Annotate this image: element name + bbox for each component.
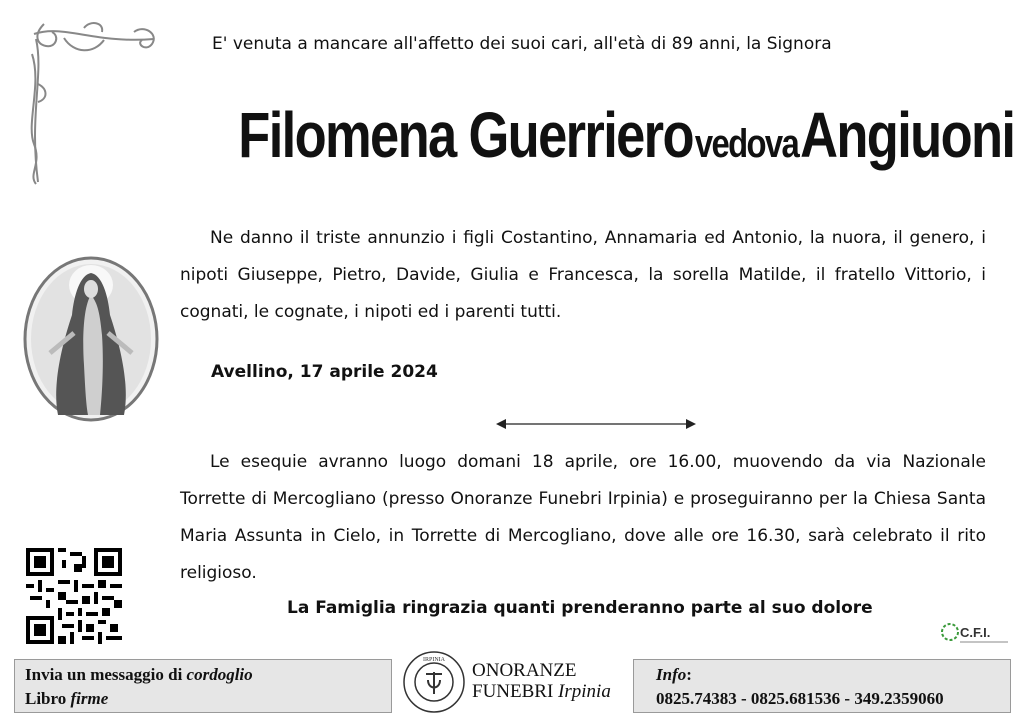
company-line2-wrap (472, 681, 611, 702)
intro-text: E' venuta a mancare all'affetto dei suoi cari, all'età di 89 anni, la Signora (212, 34, 832, 54)
company-line1: ONORANZE (472, 660, 577, 681)
name-middle: vedova (694, 122, 799, 166)
message-word: cordoglio (186, 665, 253, 684)
madonna-image-icon (22, 255, 160, 423)
info-label-wrap: Info: (656, 665, 692, 684)
phone-numbers[interactable]: 0825.74383 - 0825.681536 - 349.2359060 (656, 689, 944, 708)
place-date: Avellino, 17 aprile 2024 (211, 362, 438, 382)
double-arrow-icon (494, 414, 698, 434)
info-box (633, 659, 1011, 713)
name-last: Angiuoni (800, 99, 1015, 171)
book-prefix: Libro (25, 689, 67, 708)
book-word: firme (70, 689, 109, 708)
logo-text: IRPINIA (423, 657, 445, 663)
company-logo-icon (402, 650, 466, 714)
info-label: Info (656, 665, 687, 684)
cfi-logo-text: C.F.I. (960, 625, 991, 640)
deceased-name (107, 98, 1015, 172)
cfi-logo-icon (940, 620, 1010, 648)
company-line2: FUNEBRI (472, 681, 554, 702)
book-link[interactable] (25, 687, 391, 711)
name-first: Filomena Guerriero (238, 99, 693, 171)
announcement-text: Ne danno il triste annunzio i figli Costantino, Annamaria ed Antonio, la nuora, il genero, i nipoti Giuseppe, Pietro, Davide, Giulia e Francesca, la sorella Matilde, il fratello Vittorio, i cognati, le cognate, i nipoti ed i parenti tutti. (180, 228, 986, 322)
message-prefix: Invia un messaggio di (25, 665, 183, 684)
company-name (472, 660, 611, 702)
message-link[interactable] (25, 663, 391, 687)
company-line2-italic: Irpinia (558, 681, 611, 702)
thanks-text: La Famiglia ringrazia quanti prenderanno parte al suo dolore (287, 598, 873, 618)
funeral-text: Le esequie avranno luogo domani 18 aprile, ore 16.00, muovendo da via Nazionale Torrette di Mercogliano (presso Onoranze Funebri Irpinia) e proseguiranno per la Chiesa Santa Maria Assunta in Cielo, in Torrette di Mercogliano, dove alle ore 16.30, sarà celebrato il rito religioso. (180, 452, 986, 583)
qr-code-icon[interactable] (26, 548, 122, 644)
condolence-box[interactable] (14, 659, 392, 713)
